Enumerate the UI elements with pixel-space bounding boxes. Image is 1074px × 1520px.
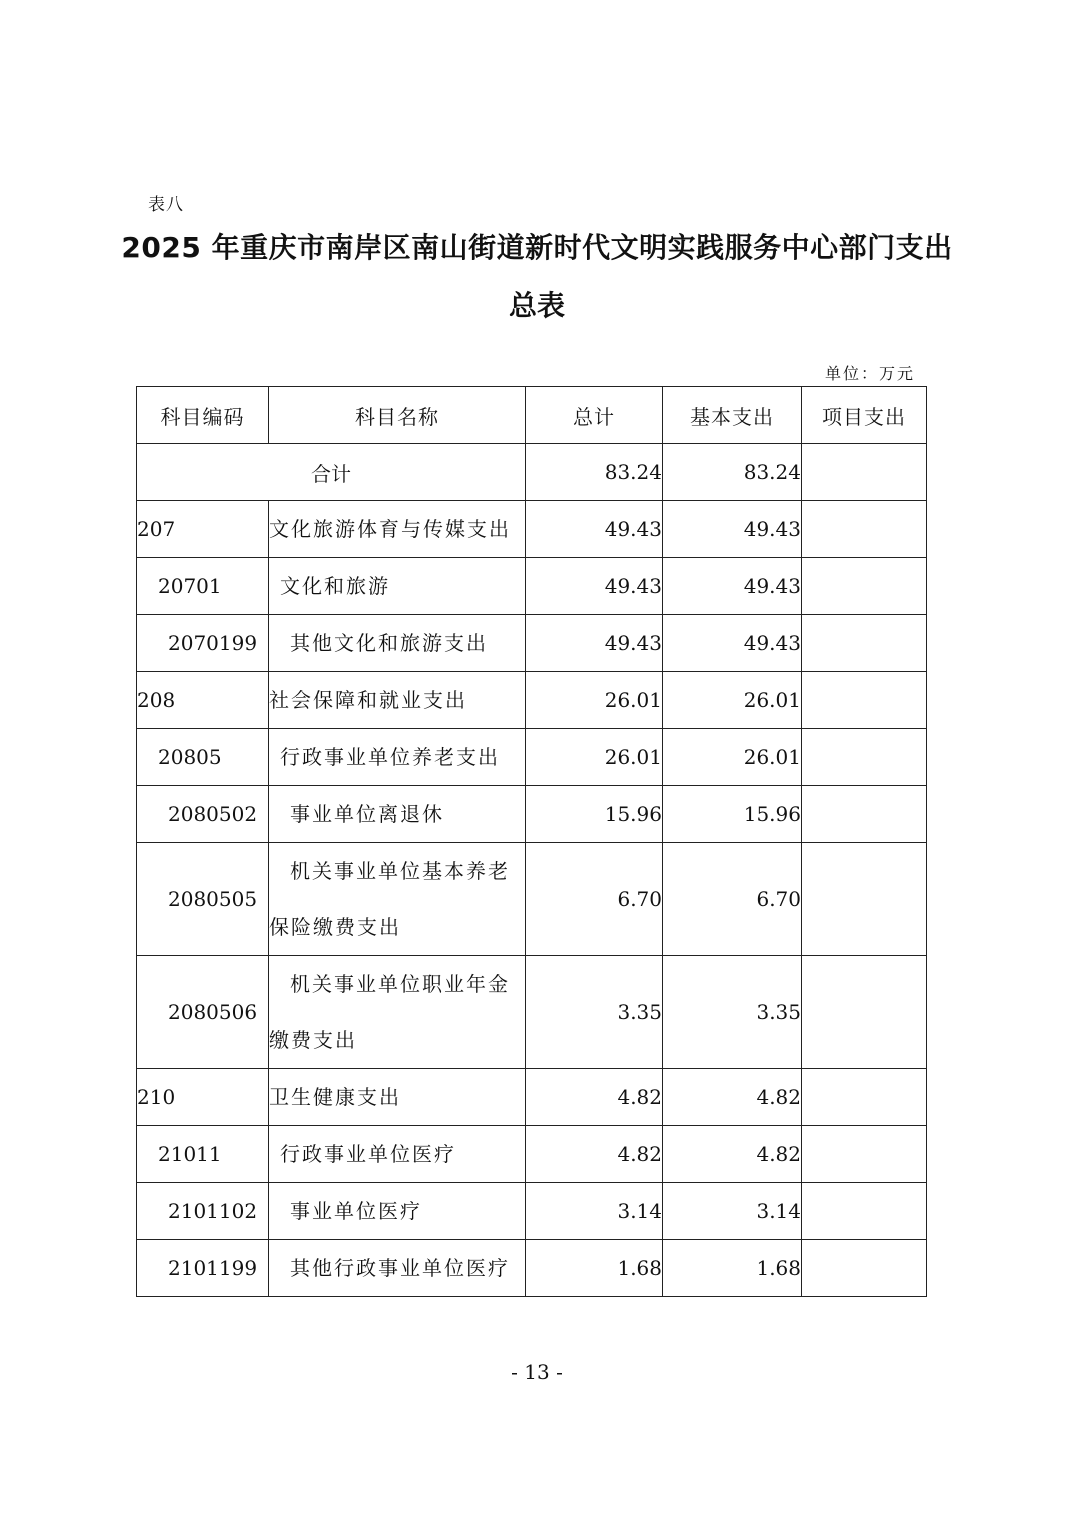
row-total: 15.96 [526, 786, 663, 843]
row-project [802, 786, 927, 843]
row-project [802, 1183, 927, 1240]
row-code: 210 [137, 1069, 269, 1126]
row-basic: 3.35 [663, 956, 802, 1069]
row-name-text: 机关事业单位职业年金 [290, 972, 510, 996]
row-name [269, 1240, 526, 1297]
row-project [802, 843, 927, 956]
header-basic: 基本支出 [663, 387, 802, 444]
table-row [137, 501, 927, 558]
row-name [269, 672, 526, 729]
row-code: 20805 [137, 729, 269, 786]
page-title-continued: 总表 [508, 289, 565, 322]
row-basic: 6.70 [663, 843, 802, 956]
row-total: 3.35 [526, 956, 663, 1069]
row-project [802, 956, 927, 1069]
row-code: 21011 [137, 1126, 269, 1183]
row-total: 26.01 [526, 729, 663, 786]
row-total: 49.43 [526, 558, 663, 615]
row-project [802, 615, 927, 672]
row-name-text: 卫生健康支出 [269, 1085, 401, 1109]
row-name [269, 501, 526, 558]
table-row [137, 843, 927, 956]
row-name-text-continued: 缴费支出 [269, 1028, 357, 1052]
table-row [137, 956, 927, 1069]
row-code: 2080506 [137, 956, 269, 1069]
row-basic: 1.68 [663, 1240, 802, 1297]
row-name-text: 其他行政事业单位医疗 [290, 1256, 510, 1280]
row-project [802, 729, 927, 786]
row-code: 208 [137, 672, 269, 729]
total-project [802, 444, 927, 501]
row-basic: 49.43 [663, 501, 802, 558]
table-row [137, 1069, 927, 1126]
row-total: 26.01 [526, 672, 663, 729]
row-name-text: 事业单位离退休 [290, 802, 444, 826]
table-row [137, 786, 927, 843]
row-basic: 4.82 [663, 1126, 802, 1183]
row-basic: 4.82 [663, 1069, 802, 1126]
header-total: 总计 [526, 387, 663, 444]
row-project [802, 672, 927, 729]
row-name-text: 其他文化和旅游支出 [290, 631, 488, 655]
row-code: 20701 [137, 558, 269, 615]
row-name [269, 729, 526, 786]
row-name-text: 机关事业单位基本养老 [290, 859, 510, 883]
total-total: 83.24 [526, 444, 663, 501]
row-basic: 26.01 [663, 672, 802, 729]
row-project [802, 501, 927, 558]
row-name-text: 行政事业单位养老支出 [280, 745, 500, 769]
row-total: 49.43 [526, 615, 663, 672]
row-basic: 26.01 [663, 729, 802, 786]
table-row [137, 672, 927, 729]
row-code: 2101102 [137, 1183, 269, 1240]
row-total: 3.14 [526, 1183, 663, 1240]
expense-table [136, 386, 927, 1297]
total-label: 合计 [137, 444, 526, 501]
row-code: 2101199 [137, 1240, 269, 1297]
row-project [802, 1240, 927, 1297]
row-name [269, 1126, 526, 1183]
row-total: 6.70 [526, 843, 663, 956]
row-name-text-continued: 保险缴费支出 [269, 915, 401, 939]
total-row [137, 444, 927, 501]
row-basic: 15.96 [663, 786, 802, 843]
unit-label: 单位：万元 [824, 364, 915, 383]
row-name-text: 事业单位医疗 [290, 1199, 422, 1223]
table-header-row [137, 387, 927, 444]
row-project [802, 558, 927, 615]
page-title: 2025 年重庆市南岸区南山街道新时代文明实践服务中心部门支出 [121, 231, 953, 264]
total-basic: 83.24 [663, 444, 802, 501]
row-name-text: 文化和旅游 [280, 574, 390, 598]
page-number: - 13 - [511, 1360, 563, 1384]
row-basic: 49.43 [663, 558, 802, 615]
table-row [137, 615, 927, 672]
table-row [137, 1240, 927, 1297]
row-name [269, 956, 526, 1069]
row-total: 1.68 [526, 1240, 663, 1297]
row-total: 49.43 [526, 501, 663, 558]
row-name [269, 843, 526, 956]
row-code: 2070199 [137, 615, 269, 672]
row-basic: 49.43 [663, 615, 802, 672]
header-name: 科目名称 [269, 387, 526, 444]
row-name-text: 社会保障和就业支出 [269, 688, 467, 712]
row-code: 207 [137, 501, 269, 558]
row-name [269, 1069, 526, 1126]
row-name-text: 行政事业单位医疗 [280, 1142, 456, 1166]
row-name [269, 786, 526, 843]
row-project [802, 1069, 927, 1126]
row-name [269, 1183, 526, 1240]
table-row [137, 1183, 927, 1240]
table-row [137, 1126, 927, 1183]
row-code: 2080502 [137, 786, 269, 843]
row-total: 4.82 [526, 1069, 663, 1126]
row-name-text: 文化旅游体育与传媒支出 [269, 517, 511, 541]
table-row [137, 729, 927, 786]
row-name [269, 615, 526, 672]
row-basic: 3.14 [663, 1183, 802, 1240]
row-total: 4.82 [526, 1126, 663, 1183]
header-code: 科目编码 [137, 387, 269, 444]
row-code: 2080505 [137, 843, 269, 956]
table-row [137, 558, 927, 615]
header-project: 项目支出 [802, 387, 927, 444]
row-project [802, 1126, 927, 1183]
row-name [269, 558, 526, 615]
table-number-label: 表八 [148, 195, 184, 215]
